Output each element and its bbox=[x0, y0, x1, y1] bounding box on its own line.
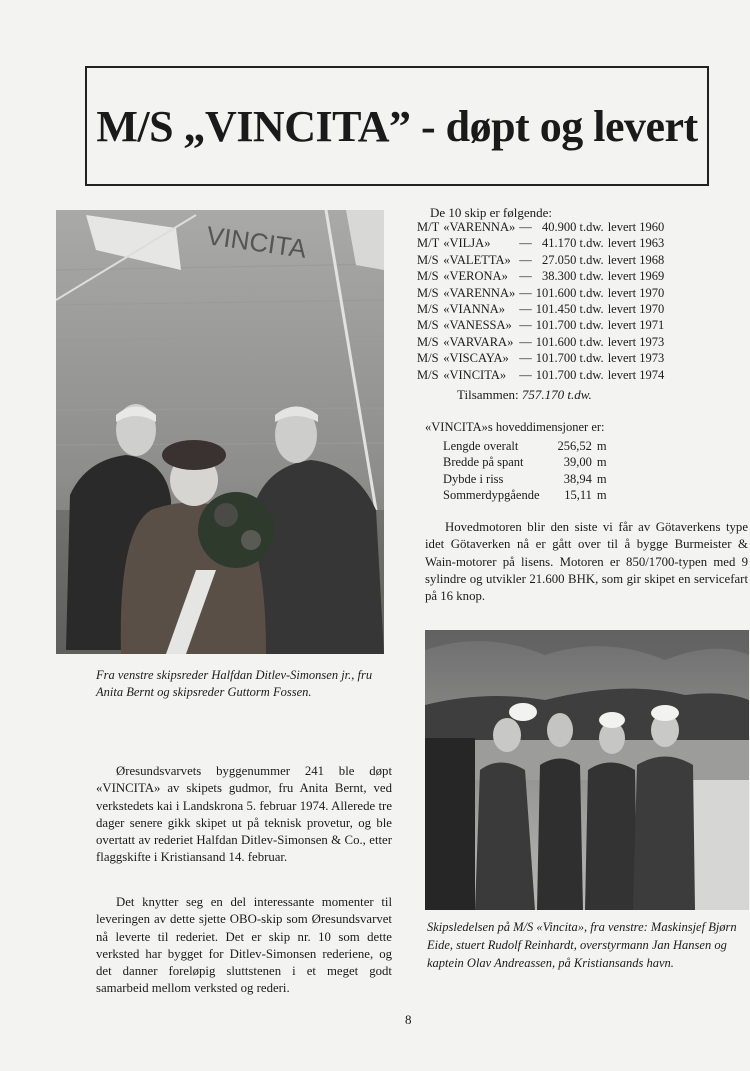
table-row: M/S «VERONA» — 38.300 t.dw. levert 1969 bbox=[417, 269, 665, 284]
table-row: M/S «VINCITA» — 101.700 t.dw. levert 1974 bbox=[417, 367, 665, 382]
christening-photo bbox=[56, 210, 384, 654]
table-row: M/T «VILJA» — 41.170 t.dw. levert 1963 bbox=[417, 236, 665, 251]
page-title: M/S „VINCITA” - døpt og levert bbox=[96, 101, 698, 151]
table-row: M/S «VARENNA» — 101.600 t.dw. levert 1970 bbox=[417, 285, 665, 300]
total-value: 757.170 t.dw. bbox=[521, 387, 592, 402]
page-number: 8 bbox=[405, 1012, 412, 1027]
table-row: Sommerdypgående 15,11 m bbox=[443, 487, 607, 502]
table-row: Dybde i riss 38,94 m bbox=[443, 471, 607, 486]
photo-caption-officers: Skipsledelsen på M/S «Vincita», fra venstre: Maskinsjef Bjørn Eide, stuert Rudolf Reinhardt, overstyrmann Jan Hansen og kaptein Olav Andreassen, på Kristiansands havn. bbox=[427, 920, 737, 970]
dimensions-intro: «VINCITA»s hoveddimensjoner er: bbox=[425, 420, 605, 434]
title-box bbox=[85, 66, 709, 186]
total-tonnage bbox=[457, 387, 592, 403]
table-row: M/S «VALETTA» — 27.050 t.dw. levert 1968 bbox=[417, 252, 665, 267]
ships-intro: De 10 skip er følgende: bbox=[430, 205, 553, 220]
table-row: M/T «VARENNA» — 40.900 t.dw. levert 1960 bbox=[417, 220, 665, 234]
paragraph-delivery: Det knytter seg en del interessante momenter til leveringen av dette sjette OBO-skip som Øresundsvarvet nå leverte til rederiet. Det er skip nr. 10 som dette verksted har bygget for Ditlev-Simonsen rederiene, og det danner foreløpig sluttstenen i et meget godt samarbeid mellom verksted og rederi. bbox=[96, 895, 392, 996]
paragraph-main-engine: Hovedmotoren blir den siste vi får av Götaverkens type idet Götaverken nå er gått over til å bygge Burmeister & Wain-motorer på lisens. Motoren er 850/1700-typen med 9 sylindre og utvikler 21.600 BHK, som gir skipet en servicefart på 16 knop. bbox=[425, 520, 748, 604]
dimensions-table bbox=[443, 438, 607, 503]
table-row: M/S «VANESSA» — 101.700 t.dw. levert 1971 bbox=[417, 318, 665, 333]
photo-caption-christening: Fra venstre skipsreder Halfdan Ditlev-Simonsen jr., fru Anita Bernt og skipsreder Guttorm Fossen. bbox=[96, 668, 373, 699]
hull-lettering: VINCITA bbox=[204, 220, 309, 264]
table-row: Bredde på spant 39,00 m bbox=[443, 455, 607, 470]
table-row: M/S «VARVARA» — 101.600 t.dw. levert 1973 bbox=[417, 334, 665, 349]
officers-photo bbox=[425, 630, 749, 910]
ships-table bbox=[415, 219, 666, 383]
paragraph-christening: Øresundsvarvets byggenummer 241 ble døpt «VINCITA» av skipets gudmor, fru Anita Bernt, ved verkstedets kai i Landskrona 5. februar 1974. Allerede tre dager senere gikk skipet ut på teknisk provetur, og ble overtatt av rederiet Halfdan Ditlev-Simonsen & Co., etter flaggskifte i Kristiansand 14. februar. bbox=[96, 764, 392, 865]
total-label: Tilsammen: bbox=[457, 387, 519, 402]
table-row: Lengde overalt 256,52 m bbox=[443, 439, 607, 453]
table-row: M/S «VISCAYA» — 101.700 t.dw. levert 1973 bbox=[417, 351, 665, 366]
table-row: M/S «VIANNA» — 101.450 t.dw. levert 1970 bbox=[417, 302, 665, 317]
